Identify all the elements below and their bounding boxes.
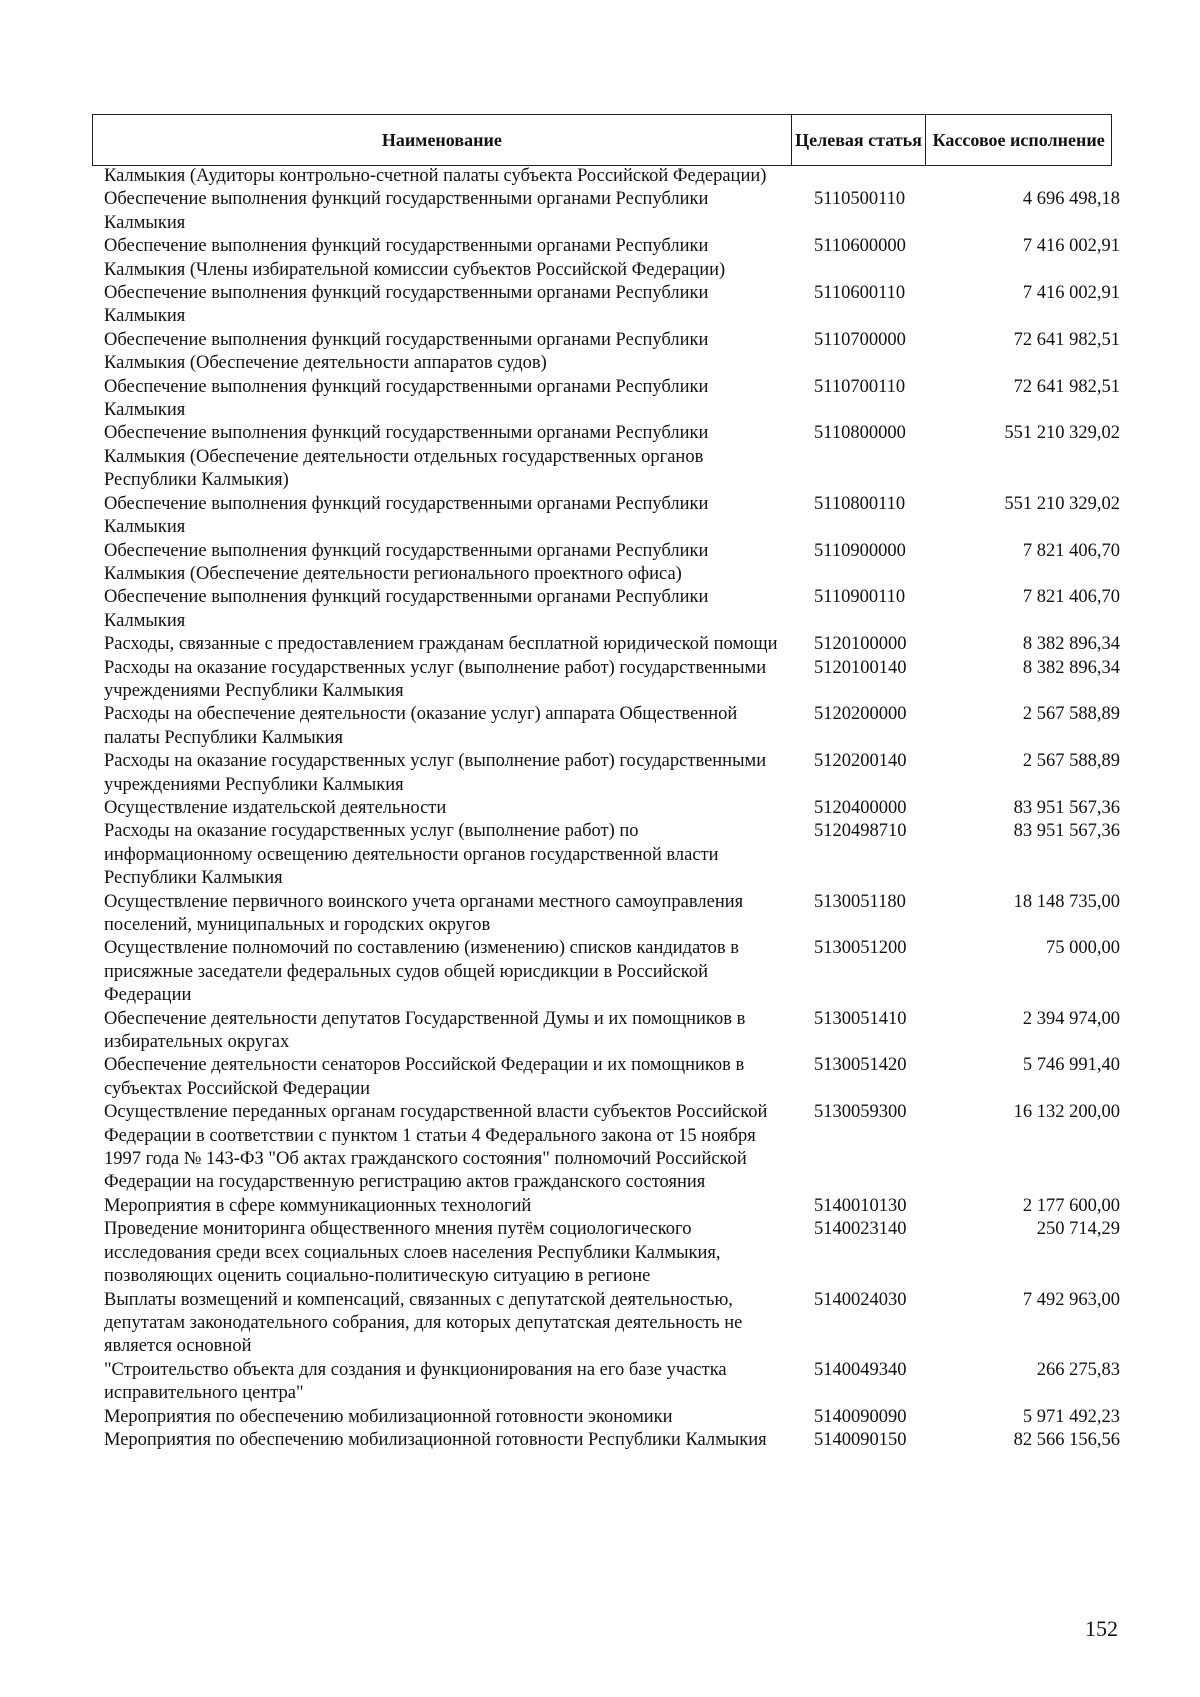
row-sum: 83 951 567,36 (1013, 821, 1120, 842)
row-code: 5110500110 (814, 189, 906, 210)
table-row (104, 657, 1120, 704)
table-row (104, 493, 1120, 540)
row-code: 5110800110 (814, 493, 906, 514)
table-header (92, 114, 1112, 166)
row-name: Осуществление полномочий по составлению (изменению) списков кандидатов в присяжные заседатели федеральных судов общей юрисдикции в Российской Федерации (104, 938, 740, 1006)
table-row (104, 1218, 1120, 1288)
table-row (104, 1195, 1120, 1218)
row-code: 5120100000 (814, 634, 907, 655)
table-row (104, 1008, 1120, 1055)
row-sum: 2 177 600,00 (1022, 1195, 1120, 1216)
table-row (104, 820, 1120, 890)
row-code: 5110800000 (814, 423, 906, 444)
row-name: Выплаты возмещений и компенсаций, связанных с депутатской деятельностью, депутатам законодательного собрания, для которых депутатская деятельность не является основной (104, 1289, 743, 1357)
header-cash-execution: Кассовое исполнение (932, 129, 1105, 150)
row-name: Обеспечение выполнения функций государственными органами Республики Калмыкия (104, 283, 709, 327)
row-sum: 72 641 982,51 (1013, 329, 1120, 350)
row-code: 5140049340 (814, 1359, 907, 1380)
row-code: 5110600000 (814, 236, 906, 257)
row-sum: 72 641 982,51 (1013, 376, 1120, 397)
table-row (104, 937, 1120, 1007)
row-code: 5130051180 (814, 891, 906, 912)
row-sum (922, 165, 1120, 188)
row-code: 5130051410 (814, 1008, 907, 1029)
table-row (104, 540, 1120, 587)
row-sum: 7 821 406,70 (1022, 587, 1120, 608)
row-name: Обеспечение деятельности депутатов Государственной Думы и их помощников в избирательных округах (104, 1008, 746, 1053)
row-code: 5110700110 (814, 376, 906, 397)
table-row (104, 1429, 1120, 1452)
page-number: 152 (1085, 1616, 1118, 1641)
row-sum: 75 000,00 (1046, 938, 1120, 959)
table-row (104, 1359, 1120, 1406)
row-sum: 82 566 156,56 (1013, 1429, 1120, 1450)
row-name: Мероприятия по обеспечению мобилизационной готовности экономики (104, 1406, 673, 1427)
header-name: Наименование (93, 115, 792, 165)
row-name: Расходы, связанные с предоставлением гражданам бесплатной юридической помощи (104, 634, 778, 655)
row-name: Расходы на оказание государственных услуг (выполнение работ) государственными учреждениями Республики Калмыкия (104, 657, 767, 701)
row-sum: 7 821 406,70 (1022, 540, 1120, 561)
row-code: 5120200140 (814, 751, 907, 772)
row-code: 5120498710 (814, 821, 907, 842)
row-name: Обеспечение выполнения функций государственными органами Республики Калмыкия (Обеспечение деятельности регионального проектного офиса) (104, 540, 709, 584)
table-row (104, 1406, 1120, 1429)
row-code: 5140023140 (814, 1219, 907, 1240)
table-row (104, 329, 1120, 376)
row-sum: 8 382 896,34 (1022, 634, 1120, 655)
row-sum: 7 416 002,91 (1022, 236, 1120, 257)
row-code (802, 165, 922, 188)
row-code: 5110700000 (814, 329, 906, 350)
row-sum: 7 416 002,91 (1022, 283, 1120, 304)
row-name: Обеспечение выполнения функций государственными органами Республики Калмыкия (104, 189, 709, 233)
row-name: Калмыкия (Аудиторы контрольно-счетной палаты субъекта Российской Федерации) (104, 166, 767, 186)
row-sum: 16 132 200,00 (1013, 1102, 1120, 1123)
table-row (104, 422, 1120, 492)
table-row (104, 891, 1120, 938)
table-row (104, 235, 1120, 282)
row-sum: 2 567 588,89 (1022, 751, 1120, 772)
table-body (104, 165, 1120, 1452)
row-name: Обеспечение выполнения функций государственными органами Республики Калмыкия (104, 587, 709, 631)
row-sum: 4 696 498,18 (1022, 189, 1120, 210)
row-sum: 5 746 991,40 (1022, 1055, 1120, 1076)
row-sum: 7 492 963,00 (1022, 1289, 1120, 1310)
table-row (104, 282, 1120, 329)
row-code: 5120100140 (814, 657, 907, 678)
row-code: 5140010130 (814, 1195, 907, 1216)
row-name: Мероприятия в сфере коммуникационных технологий (104, 1195, 532, 1216)
row-name: Обеспечение деятельности сенаторов Российской Федерации и их помощников в субъектах Российской Федерации (104, 1055, 745, 1099)
row-name: Обеспечение выполнения функций государственными органами Республики Калмыкия (Обеспечение деятельности отдельных государственных органов Республики Калмыкия) (104, 423, 709, 491)
row-name: Обеспечение выполнения функций государственными органами Республики Калмыкия (104, 493, 709, 538)
row-code: 5140090150 (814, 1429, 907, 1450)
header-target-article: Целевая статья (792, 115, 927, 165)
row-sum: 18 148 735,00 (1013, 891, 1120, 912)
row-name: Осуществление первичного воинского учета органами местного самоуправления поселений, муниципальных и городских округов (104, 891, 744, 935)
row-name: Проведение мониторинга общественного мнения путём социологического исследования среди всех социальных слоев населения Республики Калмыкия, позволяющих оценить социально-политическую ситуацию в регионе (104, 1219, 721, 1287)
table-row (104, 376, 1120, 423)
row-code: 5110900110 (814, 587, 906, 608)
row-code: 5120200000 (814, 704, 907, 725)
row-code: 5120400000 (814, 797, 907, 818)
row-code: 5130059300 (814, 1102, 907, 1123)
table-row (104, 633, 1120, 656)
row-name: Осуществление издательской деятельности (104, 797, 447, 818)
row-sum: 2 567 588,89 (1022, 704, 1120, 725)
row-code: 5140090090 (814, 1406, 907, 1427)
table-row (104, 1289, 1120, 1359)
row-sum: 250 714,29 (1036, 1219, 1120, 1240)
row-sum: 551 210 329,02 (1004, 423, 1120, 444)
row-name: Обеспечение выполнения функций государственными органами Республики Калмыкия (104, 376, 709, 421)
table-row (104, 1054, 1120, 1101)
table-row (104, 165, 1120, 188)
row-name: Расходы на оказание государственных услуг (выполнение работ) государственными учреждениями Республики Калмыкия (104, 751, 767, 795)
row-code: 5130051420 (814, 1055, 907, 1076)
row-sum: 83 951 567,36 (1013, 797, 1120, 818)
row-sum: 2 394 974,00 (1022, 1008, 1120, 1029)
row-name: "Строительство объекта для создания и функционирования на его базе участка исправительного центра" (104, 1359, 727, 1404)
table-row (104, 1101, 1120, 1195)
row-sum: 5 971 492,23 (1022, 1406, 1120, 1427)
row-name: Осуществление переданных органам государственной власти субъектов Российской Федерации в соответствии с пунктом 1 статьи 4 Федерального закона от 15 ноября 1997 года № 143-ФЗ "Об актах гражданского состояния" полномочий Российской Федерации на государственную регистрацию актов гражданского состояния (104, 1102, 768, 1193)
row-sum: 551 210 329,02 (1004, 493, 1120, 514)
row-code: 5110600110 (814, 283, 906, 304)
table-row (104, 750, 1120, 797)
row-name: Обеспечение выполнения функций государственными органами Республики Калмыкия (Члены избирательной комиссии субъектов Российской Федерации) (104, 236, 726, 280)
row-name: Мероприятия по обеспечению мобилизационной готовности Республики Калмыкия (104, 1429, 767, 1450)
table-row (104, 703, 1120, 750)
row-name: Обеспечение выполнения функций государственными органами Республики Калмыкия (Обеспечение деятельности аппаратов судов) (104, 329, 709, 374)
row-sum: 8 382 896,34 (1022, 657, 1120, 678)
row-code: 5110900000 (814, 540, 906, 561)
row-sum: 266 275,83 (1036, 1359, 1120, 1380)
table-row (104, 797, 1120, 820)
row-code: 5130051200 (814, 938, 907, 959)
row-code: 5140024030 (814, 1289, 907, 1310)
row-name: Расходы на оказание государственных услуг (выполнение работ) по информационному освещению деятельности органов государственной власти Республики Калмыкия (104, 821, 719, 889)
table-row (104, 586, 1120, 633)
table-row (104, 188, 1120, 235)
row-name: Расходы на обеспечение деятельности (оказание услуг) аппарата Общественной палаты Республики Калмыкия (104, 704, 738, 748)
